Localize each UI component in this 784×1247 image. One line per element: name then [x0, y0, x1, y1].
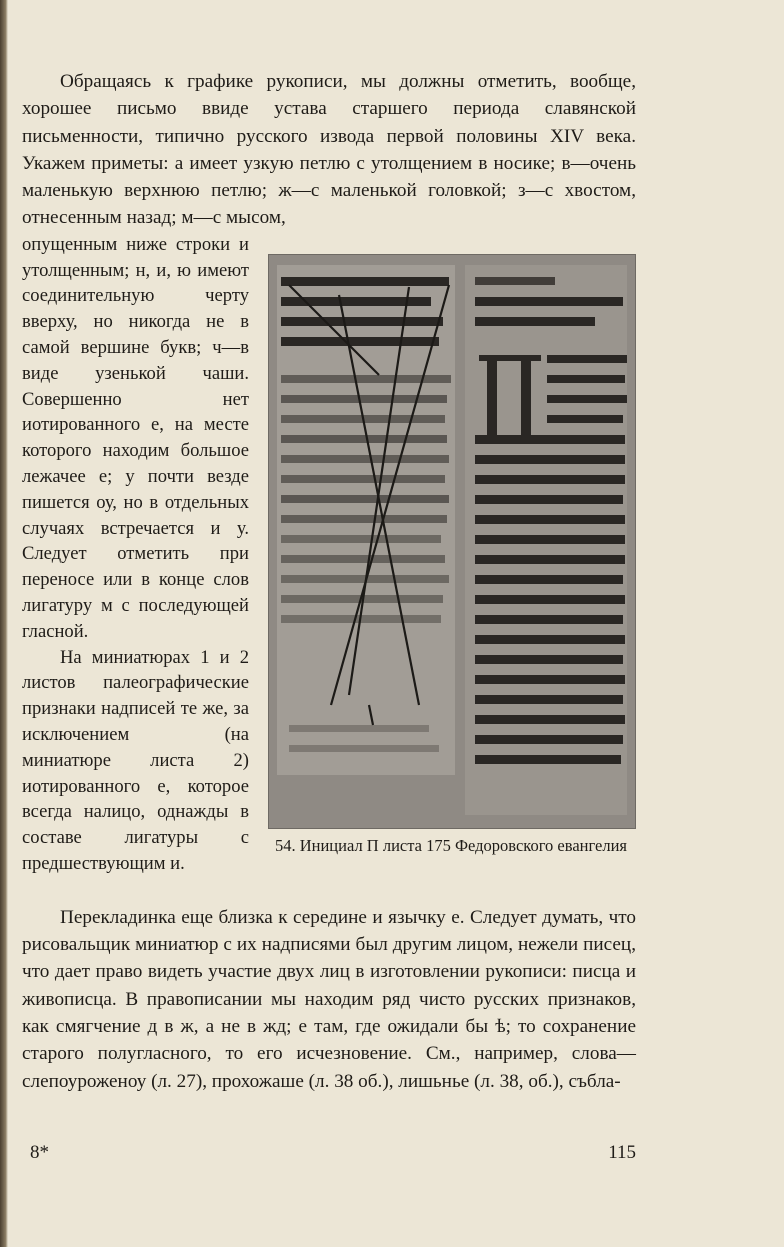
manuscript-photo-svg: [269, 255, 635, 828]
left-column: [22, 232, 249, 877]
left-column-paragraph-2: На миниатюрах 1 и 2 листов палеографические признаки надписей те же, за исключением (на миниатюре листа 2) иотированного е, которое всегда налицо, однажды в составе лигатуры с предшествующим и.: [22, 646, 249, 874]
left-column-paragraph-1: опущенным ниже строки и утолщенным; н, и, ю имеют соединительную черту вверху, но никогда не в самой вершине букв; ч—в виде узенькой чаши. Совершенно нет иотированного е, на месте которого находим большое лежачее е; у почти везде пишется оу, но в отдельных случаях встречается и у. Следует отметить при переносе или в конце слов лигатуру м с последующей гласной.: [22, 233, 249, 642]
wrap-area: [22, 232, 636, 904]
book-spine-shadow: [0, 0, 8, 1247]
page-number: 115: [608, 1142, 636, 1163]
paragraph-top: Обращаясь к графике рукописи, мы должны отметить, вообще, хорошее письмо ввиде устава старшего периода славянской письменности, типично русского извода первой половины XIV века. Укажем приметы: а имеет узкую петлю с утолщением в носике; в—очень маленькую верхнюю петлю; ж—с маленькой головкой; з—с хвостом, отнесенным назад; м—с мысом,: [22, 71, 636, 229]
figure-caption: 54. Инициал П листа 175 Федоровского евангелия: [274, 835, 628, 855]
page-footer: [30, 1142, 636, 1164]
manuscript-photo-icon: [268, 254, 636, 829]
paragraph-bottom: Перекладинка еще близка к середине и язычку е. Следует думать, что рисовальщик миниатюр с их надписями был другим лицом, нежели писец, что дает право видеть участие двух лиц в изготовлении рукописи: писца и живописца. В правописании мы находим ряд чисто русских признаков, как смягчение д в ж, а не в жд; е там, где ожидали бы ѣ; то сохранение старого полугласного, то его исчезновение. См., например, слова—слепоуроженоу (л. 27), прохожаше (л. 38 об.), лишьнье (л. 38, об.), събла-: [22, 906, 636, 1092]
signature-mark: 8*: [30, 1142, 49, 1163]
page-body: [22, 68, 636, 1095]
